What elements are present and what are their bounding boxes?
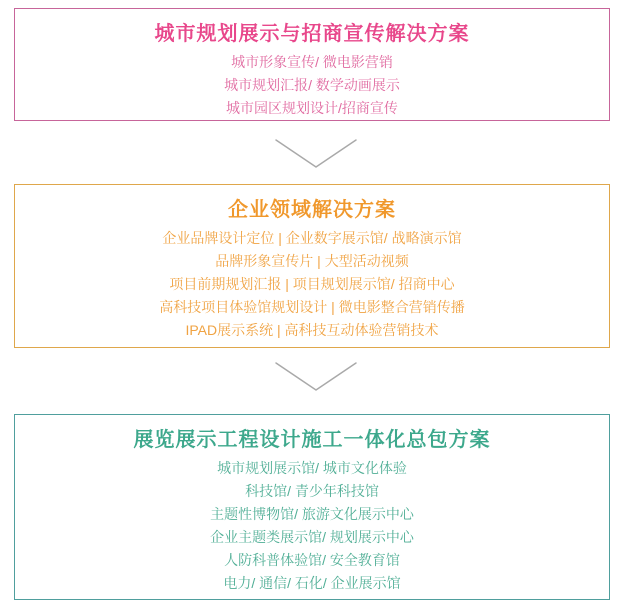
solution-item: 科技馆/ 青少年科技馆 <box>245 483 379 499</box>
solution-item: 城市规划汇报/ 数学动画展示 <box>224 77 400 93</box>
solution-item: 品牌形象宣传片 | 大型活动视频 <box>215 253 409 269</box>
solution-item: 高科技项目体验馆规划设计 | 微电影整合营销传播 <box>159 299 465 315</box>
solution-item: 城市规划展示馆/ 城市文化体验 <box>217 460 407 476</box>
solution-item: 城市园区规划设计/招商宣传 <box>226 100 398 116</box>
solution-item: IPAD展示系统 | 高科技互动体验营销技术 <box>185 322 439 338</box>
solution-box-enterprise <box>14 184 610 348</box>
chevron-down-icon <box>274 138 358 170</box>
solution-box-title: 企业领域解决方案 <box>228 199 396 221</box>
solution-item: 主题性博物馆/ 旅游文化展示中心 <box>210 506 414 522</box>
chevron-down-icon <box>274 361 358 393</box>
solution-item-list <box>15 457 609 595</box>
solution-item-list <box>15 51 609 120</box>
solution-item-list <box>15 227 609 342</box>
solution-box-city-planning <box>14 8 610 121</box>
solution-item: 企业品牌设计定位 | 企业数字展示馆/ 战略演示馆 <box>162 230 462 246</box>
solution-item: 人防科普体验馆/ 安全教育馆 <box>224 552 400 568</box>
solution-item: 电力/ 通信/ 石化/ 企业展示馆 <box>223 575 401 591</box>
solution-box-title: 城市规划展示与招商宣传解决方案 <box>154 23 470 45</box>
solution-box-exhibition <box>14 414 610 600</box>
solution-item: 项目前期规划汇报 | 项目规划展示馆/ 招商中心 <box>169 276 455 292</box>
solution-item: 企业主题类展示馆/ 规划展示中心 <box>210 529 414 545</box>
solution-box-title: 展览展示工程设计施工一体化总包方案 <box>133 429 491 451</box>
solution-item: 城市形象宣传/ 微电影营销 <box>231 54 393 70</box>
